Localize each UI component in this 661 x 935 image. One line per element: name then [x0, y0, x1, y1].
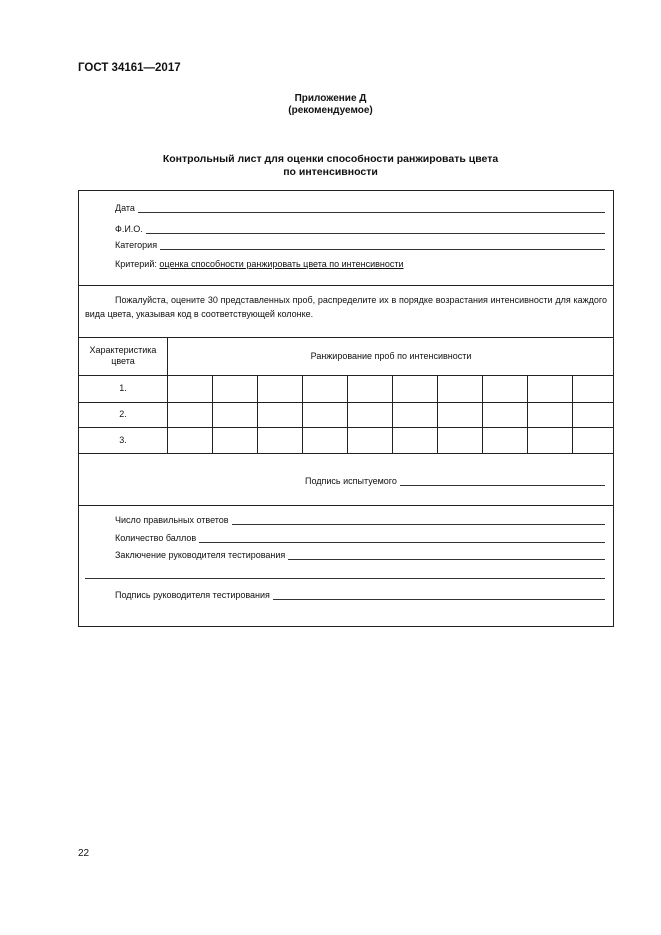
conclusion-label: Заключение руководителя тестирования — [115, 550, 286, 560]
correct-answers-label: Число правильных ответов — [115, 515, 229, 525]
table-col-line — [257, 375, 258, 453]
conclusion-continuation-line[interactable] — [85, 578, 605, 579]
table-col-line — [437, 375, 438, 453]
table-col-line — [572, 375, 573, 453]
conclusion-line[interactable] — [288, 551, 605, 560]
table-col-line — [392, 375, 393, 453]
checklist-form — [78, 190, 614, 627]
name-line[interactable] — [146, 225, 605, 234]
table-col-line — [212, 375, 213, 453]
name-label: Ф.И.О. — [115, 224, 143, 234]
criterion-value: оценка способности ранжировать цвета по интенсивности — [159, 259, 404, 269]
name-field[interactable] — [115, 222, 605, 234]
criterion-label: Критерий: — [115, 259, 157, 269]
appendix-title: Приложение Д — [294, 93, 367, 104]
subject-signature-line[interactable] — [400, 477, 605, 486]
supervisor-signature-line[interactable] — [273, 591, 605, 600]
supervisor-signature-field[interactable] — [115, 588, 605, 600]
conclusion-field[interactable] — [115, 548, 605, 560]
document-title-line-1: Контрольный лист для оценки способности ранжировать цвета — [162, 153, 499, 165]
supervisor-signature-label: Подпись руководителя тестирования — [115, 590, 270, 600]
date-field[interactable] — [115, 201, 605, 213]
standard-header: ГОСТ 34161—2017 — [78, 62, 181, 74]
col-header-color: Характеристика цвета — [89, 345, 157, 366]
score-label: Количество баллов — [115, 533, 197, 543]
score-field[interactable] — [115, 531, 605, 543]
correct-answers-field[interactable] — [115, 513, 605, 525]
instruction-text: Пожалуйста, оцените 30 представленных проб, распределите их в порядке возрастания интенсивности для каждого вида цвета, указывая код в соответствующей колонке. — [85, 295, 607, 319]
category-label: Категория — [115, 240, 158, 250]
appendix-heading — [0, 93, 661, 117]
table-col-line — [482, 375, 483, 453]
subject-signature-label: Подпись испытуемого — [305, 476, 397, 486]
correct-answers-line[interactable] — [232, 516, 605, 525]
divider — [79, 285, 613, 286]
table-row-label: 3. — [119, 434, 127, 445]
category-field[interactable] — [115, 238, 605, 250]
table-col-line — [302, 375, 303, 453]
appendix-subtitle: (рекомендуемое) — [288, 105, 373, 116]
document-title-line-2: по интенсивности — [283, 166, 378, 178]
page-number: 22 — [78, 848, 90, 859]
document-title — [0, 153, 661, 179]
divider — [79, 505, 613, 506]
table-col-line — [527, 375, 528, 453]
category-line[interactable] — [160, 241, 605, 250]
score-line[interactable] — [199, 534, 605, 543]
subject-signature-field[interactable] — [305, 476, 605, 486]
date-label: Дата — [115, 203, 135, 213]
table-row-line — [79, 453, 613, 454]
col-header-ranking: Ранжирование проб по интенсивности — [310, 350, 472, 361]
criterion — [115, 259, 404, 269]
table-row-label: 1. — [119, 383, 127, 393]
date-line[interactable] — [138, 204, 605, 213]
table-row-label: 2. — [119, 409, 127, 419]
table-col-line — [347, 375, 348, 453]
